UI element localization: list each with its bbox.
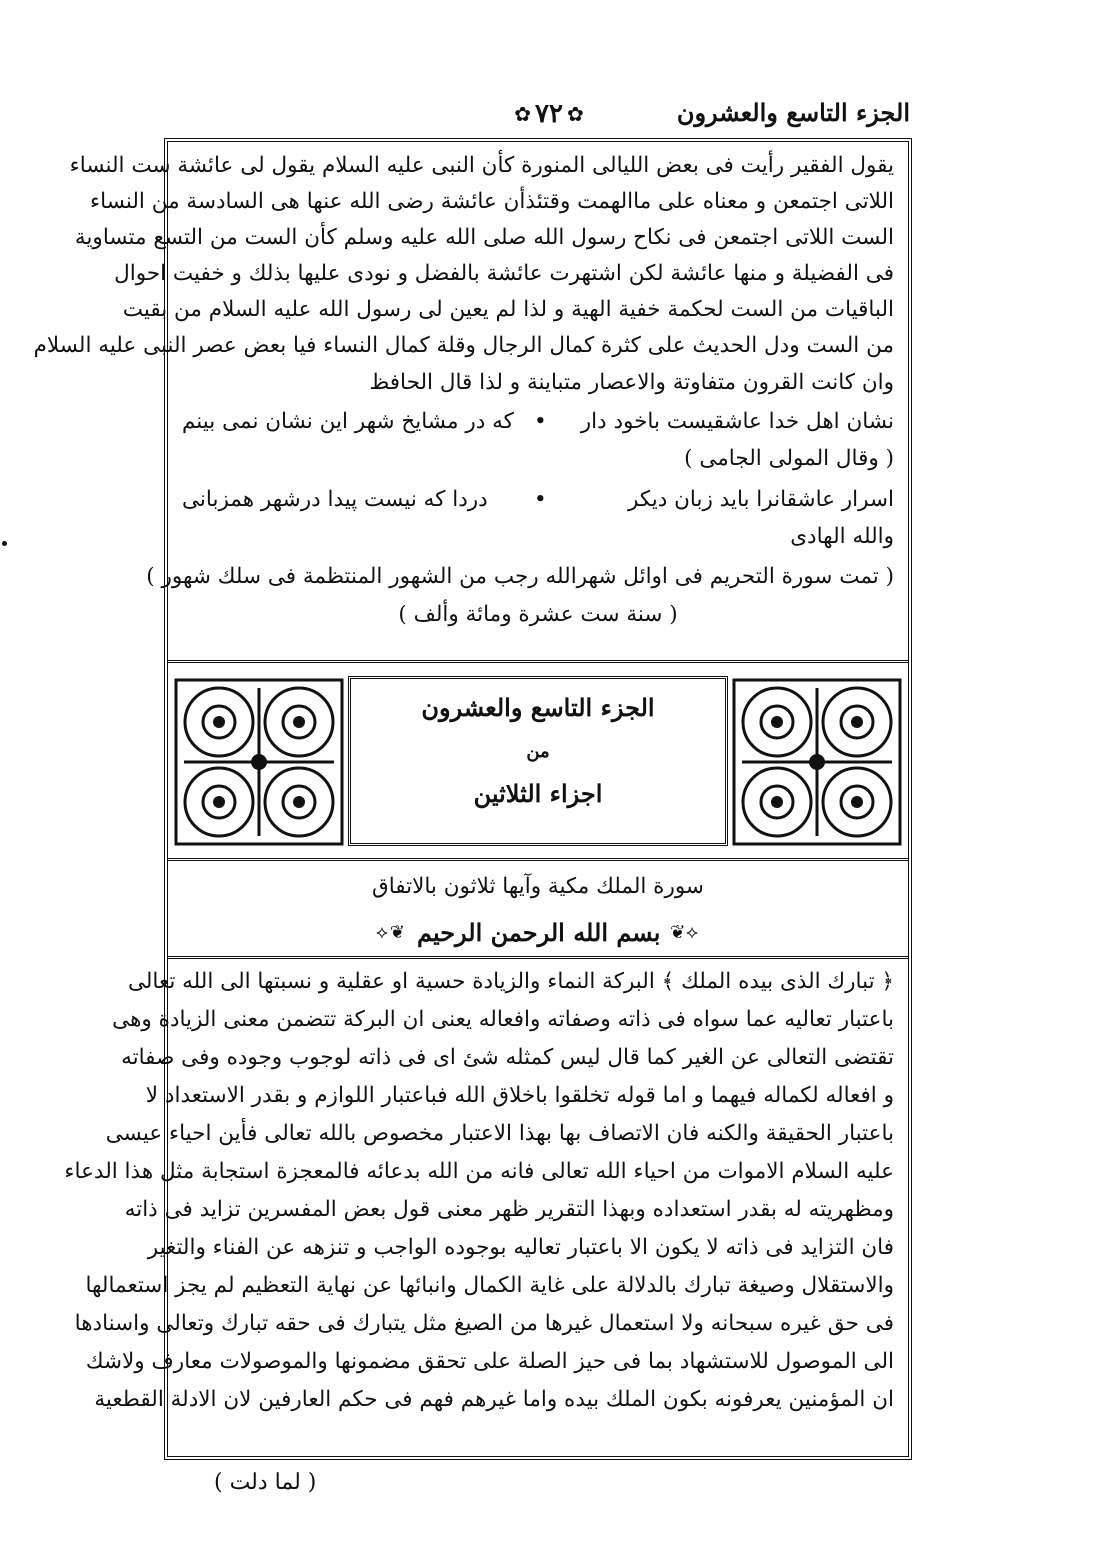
text-line: من الست ودل الحديث على كثرة كمال الرجال وقلة كمال النساء فيا بعض عصر النبى عليه السلام bbox=[33, 333, 894, 358]
flourish-icon: ❦⟡ bbox=[376, 921, 407, 943]
juz-title: الجزء التاسع والعشرون bbox=[421, 693, 655, 722]
flourish-icon: ⟡❦ bbox=[670, 921, 700, 943]
divider-rule bbox=[168, 956, 908, 959]
text-frame bbox=[33, 138, 912, 1460]
arabesque-panel bbox=[174, 678, 344, 846]
persian-verse bbox=[182, 404, 894, 440]
verse-divider: • bbox=[534, 487, 547, 512]
juz-subtitle: اجزاء الثلاثين bbox=[473, 779, 603, 808]
juz-banner bbox=[168, 668, 908, 856]
hemistich-right: اسرار عاشقانرا بايد زبان ديكر bbox=[628, 487, 894, 512]
text-line: الباقيات من الست لحكمة خفية الهية و لذا لم يعين لى رسول الله عليه السلام من بقيت bbox=[122, 297, 894, 322]
colophon-line: ( تمت سورة التحريم فى اوائل شهرالله رجب من الشهور المنتظمة فى سلك شهور ) bbox=[146, 564, 894, 589]
body-line: ﴿ تبارك الذى بيده الملك ﴾ البركة النماء والزيادة حسية او عقلية و نسبتها الى الله تعالى bbox=[127, 969, 894, 994]
arabesque-icon bbox=[732, 678, 902, 846]
juz-connector: من bbox=[526, 741, 550, 762]
basmala-line bbox=[168, 912, 908, 952]
text-line: وان كانت القرون متفاوتة والاعصار متباينة و لذا قال الحافظ bbox=[369, 370, 894, 395]
page-header bbox=[164, 96, 914, 136]
running-title: الجزء التاسع والعشرون bbox=[676, 98, 910, 127]
hemistich-right: نشان اهل خدا عاشقيست باخود دار bbox=[580, 409, 894, 434]
divider-rule bbox=[168, 660, 908, 663]
divider-rule bbox=[168, 858, 908, 861]
margin-speck bbox=[2, 541, 7, 546]
body-line: فان التزايد فى ذاته لا يكون الا باعتبار تعاليه بوجوده الواجب و تنزهه عن الفناء والتغير bbox=[147, 1235, 894, 1260]
arabesque-icon bbox=[174, 678, 344, 846]
text-line: فى الفضيلة و منها عائشة لكن اشتهرت عائشة بالفضل و نودى عليها بذلك و خفيت احوال bbox=[114, 261, 894, 286]
arabesque-panel bbox=[732, 678, 902, 846]
juz-cartouche bbox=[348, 676, 728, 846]
body-line: تقتضى التعالى عن الغير كما قال ليس كمثله شئ اى فى ذاته لوجوب وجوده وفى صفاته bbox=[121, 1045, 894, 1070]
body-line: باعتبار الحقيقة والكنه فان الاتصاف بها بهذا الاعتبار مخصوص بالله تعالى فأين احياء عيسى bbox=[105, 1121, 894, 1146]
body-line: عليه السلام الاموات من احياء الله تعالى فانه من الله بدعائه فالمعجزة استجابة مثل هذا الدعاء bbox=[64, 1159, 894, 1184]
text-line: الست اللاتى اجتمعن فى نكاح رسول الله صلى الله عليه وسلم كأن الست من التسع متساوية bbox=[74, 225, 894, 250]
text-line: يقول الفقير رأيت فى بعض الليالى المنورة كأن النبى عليه السلام يقول لى عائشة ست النساء bbox=[69, 153, 894, 178]
text-line: اللاتى اجتمعن و معناه على ماالهمت وقتئذأن عائشة رضى الله عنها هى السادسة من النساء bbox=[90, 189, 894, 214]
ornament-icon: ✿ bbox=[514, 102, 532, 126]
catchword: ( لما دلت ) bbox=[214, 1470, 317, 1495]
attribution-label: ( وقال المولى الجامى ) bbox=[684, 446, 894, 471]
body-line: فى حق غيره سبحانه ولا استعمال غيرها من الصيغ مثل يتبارك فى حقه تبارك وتعالى واسنادها bbox=[74, 1311, 894, 1336]
surah-heading: سورة الملك مكية وآيها ثلاثون بالاتفاق bbox=[372, 874, 704, 899]
hemistich-left: كه در مشايخ شهر اين نشان نمى بينم bbox=[182, 409, 514, 434]
body-line: الى الموصول للاستشهاد بما فى حيز الصلة على تحقق مضمونها والموصولات معارف ولاشك bbox=[85, 1349, 894, 1374]
body-line: والاستقلال وصيغة تبارك بالدلالة على غاية الكمال وانبائها عن نهاية التعظيم لم يجز استعمالها bbox=[85, 1273, 894, 1298]
body-line: ان المؤمنين يعرفونه بكون الملك بيده واما غيرهم فهم فى حكم العارفين لان الادلة القطعية bbox=[94, 1387, 894, 1412]
body-line: و افعاله لكماله فيهما و اما قوله تخلقوا باخلاق الله فباعتبار اللوازم و بقدر الاستعداد لا bbox=[145, 1083, 894, 1108]
page-number-ornament bbox=[494, 96, 604, 132]
ornament-icon: ✿ bbox=[566, 102, 584, 126]
verse-divider: • bbox=[534, 409, 547, 434]
closing-phrase: والله الهادى bbox=[790, 524, 894, 549]
page-number: ٧٢ bbox=[535, 99, 563, 129]
basmala-text: بسم الله الرحمن الرحيم bbox=[417, 917, 661, 947]
body-line: ومظهريته له بقدر استعداده وبهذا التقرير ظهر معنى قول بعض المفسرين تزايد فى ذاته bbox=[124, 1197, 894, 1222]
persian-verse bbox=[182, 482, 894, 518]
body-line: باعتبار تعاليه عما سواه فى ذاته وصفاته وافعاله يعنى ان البركة تتضمن معنى الزيادة وهى bbox=[112, 1007, 894, 1032]
hemistich-left: دردا كه نيست پيدا درشهر همزبانى bbox=[182, 487, 488, 512]
colophon-line: ( سنة ست عشرة ومائة وألف ) bbox=[398, 602, 678, 627]
